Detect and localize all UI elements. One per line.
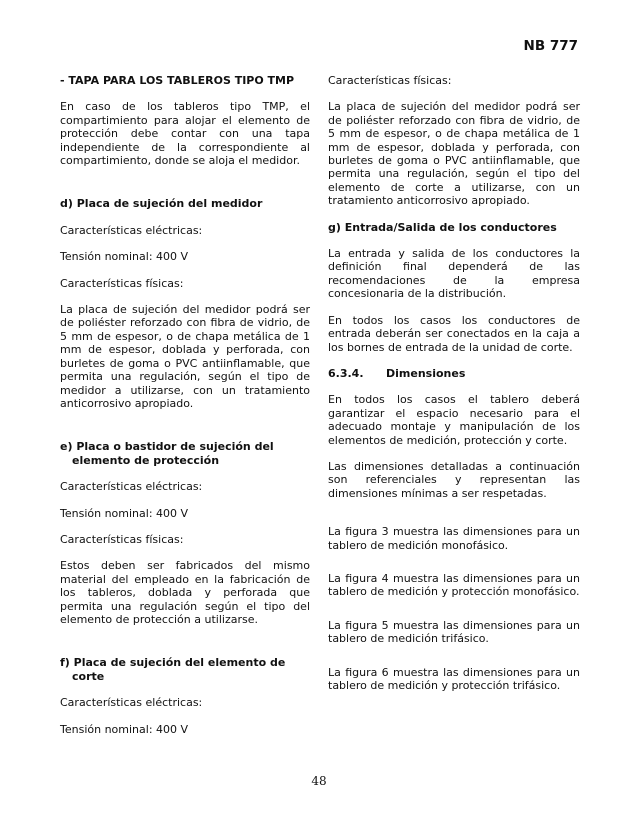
- dimensions-body-1: En todos los casos el tablero deberá garantizar el espacio necesario para el adecuado montaje y manipulación de los elementos de medición, protección y corte.: [328, 393, 580, 447]
- figure-6-note: La figura 6 muestra las dimensiones para un tablero de medición y protección trifásico.: [328, 665, 580, 692]
- figure-5-note: La figura 5 muestra las dimensiones para un tablero de medición trifásico.: [328, 618, 580, 646]
- tapa-heading: - TAPA PARA LOS TABLEROS TIPO TMP: [60, 74, 295, 87]
- physical-body: La placa de sujeción del medidor podrá ser de poliéster reforzado con fibra de vidrio, de 5 mm de espesor, o de chapa metálica de 1 mm de espesor, doblada y perforada, con burletes de goma o PVC antiinflamable, que permita una regulación, según el tipo del elemento de corte a utilizarse, con un tratamiento anticorrosivo apropiado.: [328, 100, 580, 208]
- section-d-electrical-label: Características eléctricas:: [60, 223, 203, 237]
- section-e-voltage: Tensión nominal: 400 V: [60, 506, 189, 520]
- right-column: [328, 74, 580, 705]
- figure-3-note: La figura 3 muestra las dimensiones para un tablero de medición monofásico.: [328, 525, 580, 552]
- section-g-body-1: La entrada y salida de los conductores la definición final dependerá de las recomendaciones de la empresa concesionaria de la distribución.: [328, 247, 580, 301]
- page-number: 48: [311, 774, 327, 788]
- section-f-voltage: Tensión nominal: 400 V: [60, 722, 189, 736]
- left-column: [60, 74, 310, 749]
- section-d-physical-label: Características físicas:: [60, 276, 184, 290]
- section-g-heading: g) Entrada/Salida de los conductores: [328, 220, 557, 234]
- section-f-electrical-label: Características eléctricas:: [60, 696, 203, 710]
- section-e-body: Estos deben ser fabricados del mismo material del empleado en la fabricación de los tableros, doblada y perforada que permita una regulación según el tipo del elemento de protección a utilizarse.: [60, 559, 310, 626]
- section-g-body-2: En todos los casos los conductores de entrada deberán ser conectados en la caja a los bornes de entrada de la unidad de corte.: [328, 313, 580, 354]
- physical-label: Características físicas:: [328, 74, 452, 87]
- section-f-heading: f) Placa de sujeción del elemento de corte: [60, 656, 286, 683]
- section-e-electrical-label: Características eléctricas:: [60, 480, 203, 494]
- section-d-body: La placa de sujeción del medidor podrá ser de poliéster reforzado con fibra de vidrio, de 5 mm de espesor, o de chapa metálica de 1 mm de espesor, doblada y perforada, con burletes de goma o PVC antiinflamable, que permita una regulación, según el tipo de medidor a utilizarse, con un tratamiento anticorrosivo apropiado.: [60, 303, 310, 410]
- section-634-heading: [328, 367, 580, 380]
- section-title: Dimensiones: [386, 366, 466, 380]
- section-e-physical-label: Características físicas:: [60, 532, 184, 546]
- section-e-heading: e) Placa o bastidor de sujeción del elemento de protección: [60, 440, 274, 467]
- tapa-body: En caso de los tableros tipo TMP, el compartimiento para alojar el elemento de protección debe contar con una tapa independiente de la correspondiente al compartimiento, donde se aloja el medidor.: [60, 100, 310, 168]
- figure-4-note: La figura 4 muestra las dimensiones para un tablero de medición y protección monofásico.: [328, 571, 580, 599]
- section-d-voltage: Tensión nominal: 400 V: [60, 250, 189, 264]
- section-d-heading: d) Placa de sujeción del medidor: [60, 197, 263, 211]
- dimensions-body-2: Las dimensiones detalladas a continuación son referenciales y representan las dimensiones mínimas a ser respetadas.: [328, 459, 580, 500]
- doc-code: NB 777: [523, 38, 578, 54]
- section-number: 6.3.4.: [328, 366, 364, 380]
